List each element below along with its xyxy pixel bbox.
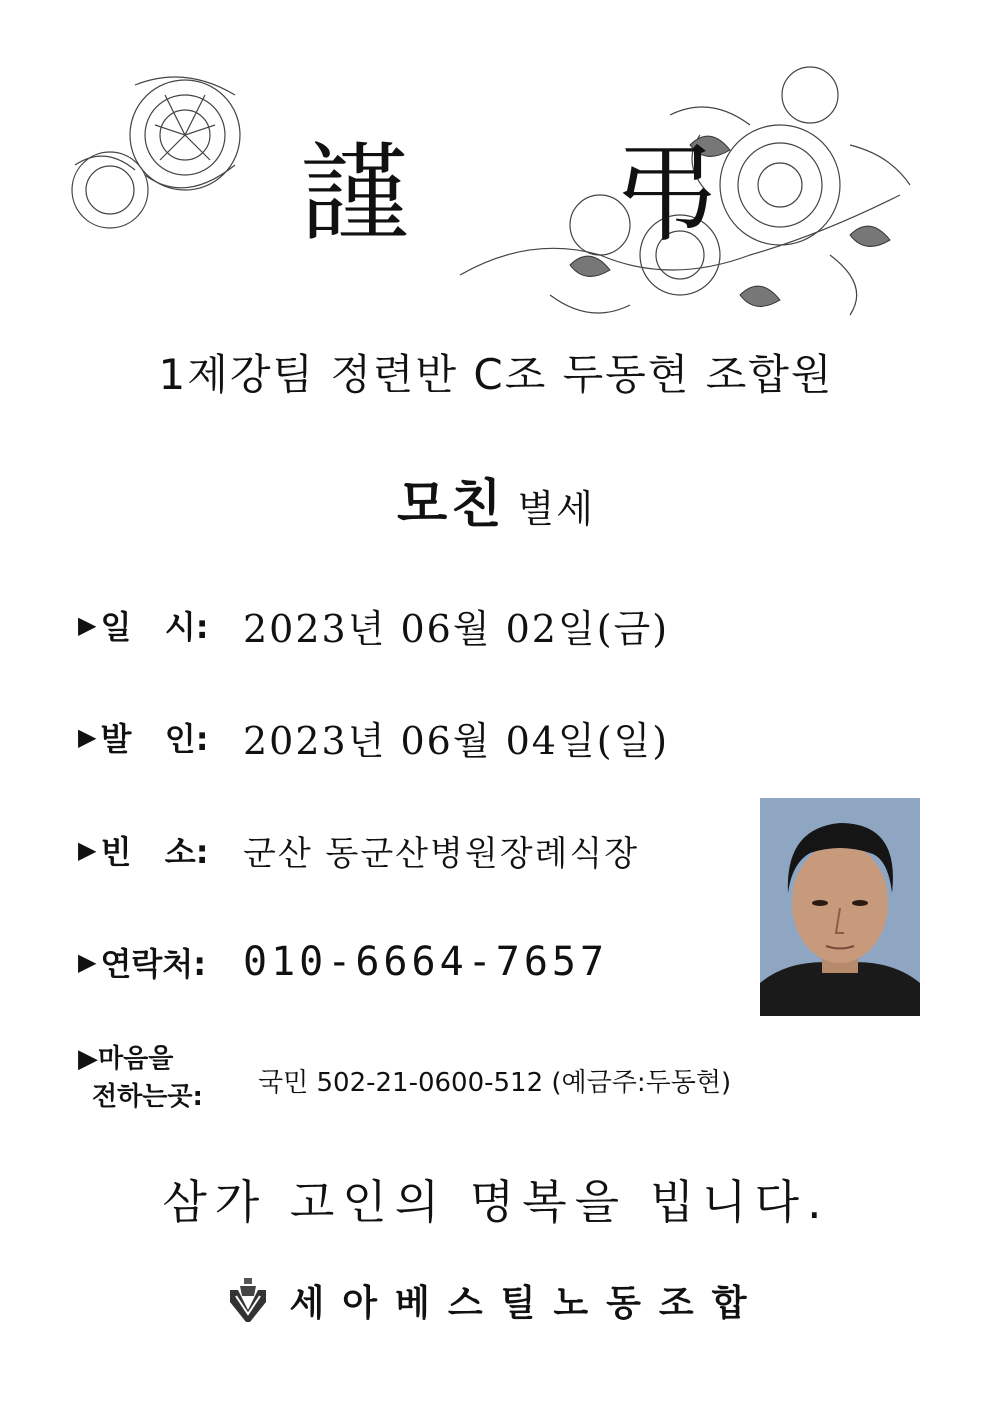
page-title bbox=[300, 120, 720, 270]
bullet-icon: ▶ bbox=[78, 948, 97, 976]
detail-row-contact bbox=[78, 932, 758, 992]
detail-value: 군산 동군산병원장례식장 bbox=[243, 833, 640, 874]
account-label-line2: 전하는곳: bbox=[92, 1082, 203, 1112]
detail-label: 발 인: bbox=[100, 720, 209, 758]
condolence-message: 삼가 고인의 명복을 빕니다. bbox=[162, 1175, 830, 1229]
account-number: 국민 502-21-0600-512 (예금주:두동현) bbox=[258, 1068, 732, 1098]
chrysanthemum-left-icon bbox=[65, 65, 280, 235]
detail-value: 2023년 06월 02일(금) bbox=[243, 606, 670, 651]
subtitle: 1제강팀 정련반 C조 두동현 조합원 bbox=[158, 350, 834, 399]
detail-label: 연락처: bbox=[100, 945, 207, 983]
bullet-icon: ▶ bbox=[78, 723, 97, 751]
bullet-icon: ▶ bbox=[78, 1044, 98, 1074]
notice-main: 모친 bbox=[397, 475, 506, 535]
bullet-icon: ▶ bbox=[78, 836, 97, 864]
portrait-photo bbox=[760, 798, 920, 1016]
detail-label: 일 시: bbox=[100, 608, 209, 646]
detail-value: 2023년 06월 04일(일) bbox=[243, 718, 670, 763]
detail-row-funeral bbox=[78, 707, 758, 767]
notice-line bbox=[0, 470, 992, 552]
contact-phone: 010-6664-7657 bbox=[243, 939, 609, 985]
union-footer bbox=[0, 1270, 992, 1330]
detail-row-place bbox=[78, 820, 758, 880]
notice-sub: 별세 bbox=[517, 487, 595, 531]
bullet-icon: ▶ bbox=[78, 611, 97, 639]
detail-label: 빈 소: bbox=[100, 833, 209, 871]
detail-row-date bbox=[78, 595, 758, 655]
union-name: 세아베스틸노동조합 bbox=[289, 1282, 765, 1324]
hands-logo-icon bbox=[228, 1278, 268, 1322]
account-label bbox=[78, 1040, 238, 1116]
title-char-2: 弔 bbox=[611, 132, 720, 257]
portrait-icon bbox=[760, 798, 920, 1016]
title-char-1: 謹 bbox=[300, 132, 409, 257]
account-label-line1: 마음을 bbox=[98, 1044, 174, 1074]
